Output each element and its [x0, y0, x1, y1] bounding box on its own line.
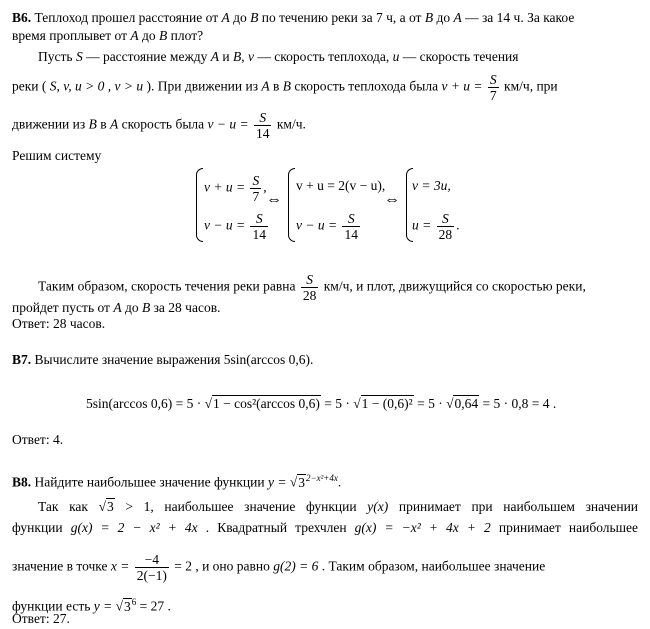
var-b: B	[141, 300, 151, 315]
b6-text: и	[219, 49, 233, 64]
b7-task	[12, 352, 313, 368]
fraction-s-28	[437, 211, 455, 242]
eq: v + u =	[204, 179, 246, 195]
func: g(x) = 2 − x² + 4x	[70, 520, 198, 535]
b6-solve: Решим систему	[12, 148, 102, 163]
frac-den: 2(−1)	[136, 568, 167, 583]
calc-part: = 5 ·	[324, 396, 350, 411]
b8-answer: Ответ: 27.	[12, 611, 70, 626]
b6-conclusion	[38, 272, 586, 303]
frac-den: 14	[255, 126, 270, 141]
b6-text: реки (	[12, 78, 50, 94]
b6-text: до	[138, 28, 160, 43]
b8-text: значение в точке	[12, 558, 108, 574]
sqrt-sign: √	[204, 396, 213, 411]
b8-line2	[12, 520, 638, 536]
b6-text: до	[433, 10, 454, 25]
calc-part: = 5 · 0,8 = 4 .	[482, 396, 557, 411]
fraction-s-7	[488, 72, 499, 103]
b6-answer: Ответ: 28 часов.	[12, 316, 106, 331]
b6-condition: S, v, u > 0 , v > u	[49, 78, 144, 94]
sqrt-sign: √	[289, 474, 298, 490]
fraction-vertex	[135, 552, 169, 583]
b7-calculation	[86, 395, 556, 412]
eq: u =	[412, 217, 432, 233]
radicand: 3	[107, 499, 114, 514]
sys3-row1: v = 3u,	[412, 178, 451, 193]
b8-text: . Квадратный трехчлен	[205, 520, 347, 535]
b6-text: движении из	[12, 116, 89, 132]
b6-text: по течению реки за 7 ч, а от	[258, 10, 425, 25]
sys1-row2	[204, 211, 270, 242]
var-b: B	[88, 116, 97, 132]
var-b: B	[159, 28, 168, 43]
punct: .	[337, 474, 342, 490]
b6-text: ). При движении из	[143, 78, 262, 94]
b8-text: = 27 .	[139, 598, 171, 614]
b8-text: функции есть	[12, 598, 91, 614]
b6-text: в	[269, 78, 283, 94]
b8-label: В8.	[12, 474, 32, 490]
calc-part: = 5 ·	[417, 396, 443, 411]
func: x =	[110, 558, 130, 574]
sys2-row2	[296, 211, 362, 242]
var-v: v	[248, 49, 254, 64]
b6-text: Таким образом, скорость течения реки равна	[38, 278, 296, 294]
frac-num: S	[342, 211, 360, 227]
b6-text: до	[121, 300, 142, 315]
var-s: S	[75, 49, 83, 64]
b7-expr: 5sin(arccos 0,6)	[223, 352, 311, 367]
b6-text: время проплывет от	[12, 28, 131, 43]
b8-text: Найдите наибольшее значение функции	[34, 474, 265, 490]
var-a: A	[221, 10, 230, 25]
b8-text: = 2 , и оно равно	[174, 558, 270, 574]
b6-text: ,	[241, 49, 248, 64]
b6-text: пройдет пусть от	[12, 300, 114, 315]
sys3-row2	[412, 211, 460, 242]
exponent: 2−x²+4x	[306, 473, 338, 483]
b6-text: , при	[529, 78, 558, 94]
frac-den: 7	[489, 88, 497, 103]
var-a: A	[453, 10, 462, 25]
radicand: 3	[298, 474, 306, 490]
brace-left	[288, 168, 295, 242]
equiv-symbol: ⇔	[384, 191, 400, 208]
b7-label: В7.	[12, 352, 32, 367]
b6-text: — скорость течения	[399, 49, 519, 64]
radicand: 1 − (0,6)²	[361, 396, 413, 411]
fraction-s-28	[301, 272, 319, 303]
frac-den: 28	[302, 288, 317, 303]
b6-text: в	[96, 116, 110, 132]
b6-text: — за 14 ч. За какое	[461, 10, 575, 25]
frac-num: S	[252, 173, 260, 188]
fraction-s-14	[250, 211, 268, 242]
b8-text: . Таким образом, наибольшее значение	[321, 558, 546, 574]
equiv-symbol: ⇔	[266, 191, 282, 208]
sys2-row1: v + u = 2(v − u),	[296, 178, 386, 193]
unit: км/ч	[276, 116, 303, 132]
b8-text: Так как	[38, 499, 88, 514]
eq: v − u =	[204, 217, 246, 233]
b7-answer: Ответ: 4.	[12, 432, 64, 447]
frac-den: 14	[252, 227, 266, 242]
b6-text: — скорость теплохода,	[254, 49, 393, 64]
b6-text: Пусть	[38, 49, 76, 64]
b6-para3	[12, 110, 306, 141]
var-a: A	[109, 116, 119, 132]
exponent: 6	[131, 597, 137, 607]
b8-line1	[38, 498, 638, 515]
fraction-s-7	[250, 173, 261, 204]
var-a: A	[113, 300, 122, 315]
b8-task	[12, 470, 341, 491]
frac-num: S	[437, 211, 455, 227]
b6-text: .	[302, 116, 306, 132]
fraction-s-14	[342, 211, 360, 242]
var-b: B	[424, 10, 434, 25]
frac-den: 14	[344, 227, 358, 242]
b6-text: скорость теплохода была	[291, 78, 442, 94]
sqrt-sign: √	[115, 598, 124, 614]
var-b: B	[250, 10, 259, 25]
calc-part: 5sin(arccos 0,6) = 5 ·	[86, 396, 202, 411]
func: y =	[93, 598, 113, 614]
punct: .	[310, 352, 314, 367]
var-u: u	[392, 49, 400, 64]
b6-text: до	[229, 10, 251, 25]
b6-text: плот?	[167, 28, 204, 43]
var-a: A	[130, 28, 139, 43]
sqrt-sign: √	[446, 396, 454, 411]
frac-num: S	[254, 110, 272, 126]
radicand: 3	[124, 598, 131, 614]
eq: v − u =	[296, 217, 338, 233]
b6-para1	[38, 49, 638, 65]
unit: км/ч	[504, 78, 530, 94]
var-a: A	[210, 49, 220, 64]
b6-label: В6.	[12, 10, 32, 25]
sqrt-sign: √	[353, 396, 361, 411]
b6-text: за 28 часов.	[150, 300, 221, 315]
b8-text: принимает при наибольшем значении	[398, 499, 639, 514]
func: y =	[267, 474, 287, 490]
b6-conclusion-line2	[12, 300, 220, 316]
frac-num: −4	[135, 552, 169, 568]
b6-text: скорость была	[118, 116, 208, 132]
b6-task-line1	[12, 10, 574, 26]
brace-left	[196, 168, 203, 242]
b8-text: > 1, наибольшее значение функции	[125, 499, 357, 514]
var-b: B	[233, 49, 242, 64]
b8-line3	[12, 552, 638, 583]
punct: ,	[263, 179, 267, 195]
b6-expr: v + u =	[441, 78, 483, 94]
frac-den: 28	[438, 227, 453, 242]
b8-text: функции	[12, 520, 63, 535]
radicand: 0,64	[454, 396, 479, 411]
sqrt-sign: √	[98, 499, 107, 514]
b7-text: Вычислите значение выражения	[34, 352, 221, 367]
frac-num: S	[489, 72, 497, 87]
frac-den: 7	[252, 189, 260, 204]
frac-num: S	[301, 272, 319, 288]
b6-task-line2	[12, 28, 203, 44]
b6-text: км/ч, и плот, движущийся со скоростью реки,	[323, 278, 586, 294]
var-b: B	[282, 78, 292, 94]
var-a: A	[261, 78, 270, 94]
b6-expr: v − u =	[207, 116, 249, 132]
frac-num: S	[250, 211, 268, 227]
func: y(x)	[367, 499, 389, 514]
func: g(2) = 6	[273, 558, 319, 574]
b6-text: Теплоход прошел расстояние от	[34, 10, 222, 25]
radicand: 1 − cos²(arccos 0,6)	[213, 396, 320, 411]
punct: .	[456, 217, 460, 233]
sys1-row1	[204, 173, 267, 204]
b8-text: принимает наибольшее	[498, 520, 639, 535]
fraction-s-14	[254, 110, 272, 141]
func: g(x) = −x² + 4x + 2	[354, 520, 491, 535]
b6-text: — расстояние между	[82, 49, 211, 64]
b6-para2	[12, 72, 558, 103]
